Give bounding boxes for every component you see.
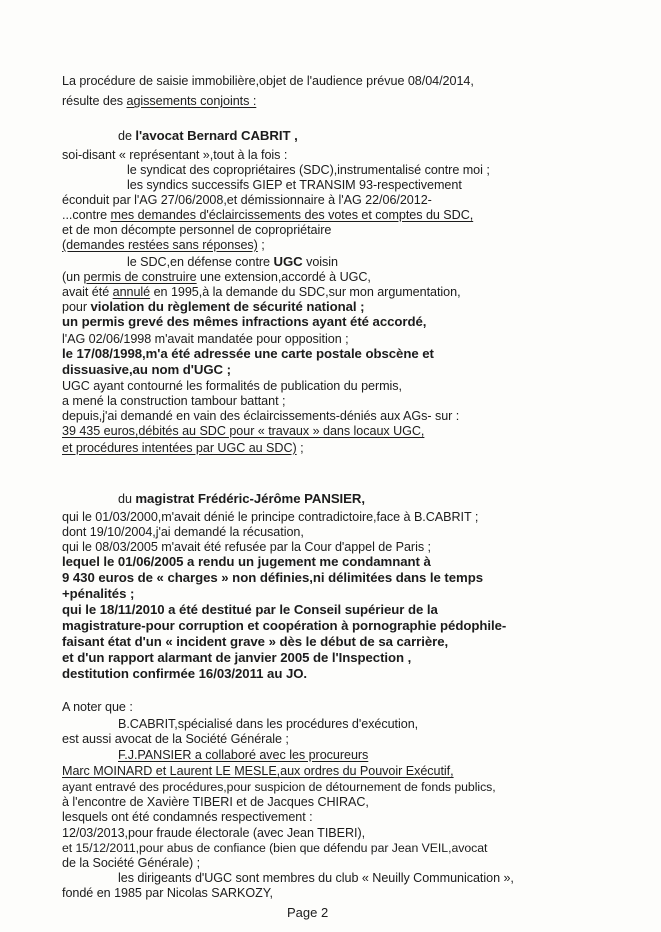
cabrit-heading: de l'avocat Bernard CABRIT , — [118, 128, 298, 143]
pansier-line: 9 430 euros de « charges » non définies,ni délimitées dans le temps — [62, 570, 484, 585]
cabrit-line: depuis,j'ai demandé en vain des éclaircissements-déniés aux AGs- sur : — [62, 409, 460, 423]
pansier-line: faisant état d'un « incident grave » dès le début de sa carrière, — [62, 634, 449, 649]
note-line: F.J.PANSIER a collaboré avec les procureurs — [118, 748, 369, 762]
pansier-line: qui le 01/03/2000,m'avait dénié le principe contradictoire,face à B.CABRIT ; — [62, 510, 479, 524]
note-line: fondé en 1985 par Nicolas SARKOZY, — [62, 886, 273, 900]
cabrit-line: l'AG 02/06/1998 m'avait mandatée pour opposition ; — [62, 332, 349, 346]
note-line: lesquels ont été condamnés respectivement : — [62, 810, 313, 824]
cabrit-line: (un permis de construire une extension,accordé à UGC, — [62, 270, 371, 284]
agissements-conjoints: agissements conjoints : — [126, 94, 257, 108]
cabrit-line: dissuasive,au nom d'UGC ; — [62, 362, 231, 377]
pansier-line: lequel le 01/06/2005 a rendu un jugement me condamnant à — [62, 554, 431, 569]
pansier-line: dont 19/10/2004,j'ai demandé la récusation, — [62, 525, 304, 539]
cabrit-line: pour violation du règlement de sécurité national ; — [62, 299, 365, 314]
cabrit-line: et procédures intentées par UGC au SDC) ; — [62, 441, 304, 455]
note-line: est aussi avocat de la Société Générale ; — [62, 732, 289, 746]
cabrit-line: a mené la construction tambour battant ; — [62, 394, 286, 408]
cabrit-line: le syndicat des copropriétaires (SDC),instrumentalisé contre moi ; — [127, 163, 490, 177]
cabrit-line: ...contre mes demandes d'éclaircissements des votes et comptes du SDC, — [62, 208, 474, 222]
cabrit-line: soi-disant « représentant »,tout à la fois : — [62, 148, 288, 162]
cabrit-line: les syndics successifs GIEP et TRANSIM 93-respectivement — [127, 178, 462, 192]
pansier-line: qui le 08/03/2005 m'avait été refusée par la Cour d'appel de Paris ; — [62, 540, 431, 554]
cabrit-line: éconduit par l'AG 27/06/2008,et démissionnaire à l'AG 22/06/2012- — [62, 193, 432, 207]
cabrit-line: avait été annulé en 1995,à la demande du SDC,sur mon argumentation, — [62, 285, 461, 299]
note-line: B.CABRIT,spécialisé dans les procédures d'exécution, — [118, 717, 419, 731]
pansier-line: +pénalités ; — [62, 586, 135, 601]
cabrit-line: (demandes restées sans réponses) ; — [62, 238, 265, 252]
note-line: 12/03/2013,pour fraude électorale (avec Jean TIBERI), — [62, 826, 366, 840]
note-line: Marc MOINARD et Laurent LE MESLE,aux ordres du Pouvoir Exécutif, — [62, 764, 454, 778]
cabrit-line: UGC ayant contourné les formalités de publication du permis, — [62, 379, 403, 393]
intro-line-2: résulte des agissements conjoints : — [62, 94, 257, 108]
cabrit-line: le SDC,en défense contre UGC voisin — [127, 254, 338, 269]
cabrit-line: 39 435 euros,débités au SDC pour « travaux » dans locaux UGC, — [62, 424, 425, 438]
page-number: Page 2 — [287, 905, 329, 920]
pansier-line: destitution confirmée 16/03/2011 au JO. — [62, 666, 308, 681]
note-line: à l'encontre de Xavière TIBERI et de Jacques CHIRAC, — [62, 795, 369, 809]
pansier-heading: du magistrat Frédéric-Jérôme PANSIER, — [118, 491, 366, 506]
note-line: A noter que : — [62, 700, 133, 714]
cabrit-line: le 17/08/1998,m'a été adressée une carte postale obscène et — [62, 346, 434, 361]
pansier-line: magistrature-pour corruption et coopération à pornographie pédophile- — [62, 618, 507, 633]
pansier-line: qui le 18/11/2010 a été destitué par le Conseil supérieur de la — [62, 602, 438, 617]
note-line: ayant entravé des procédures,pour suspicion de détournement de fonds publics, — [62, 780, 496, 794]
intro-line-1: La procédure de saisie immobilière,objet de l'audience prévue 08/04/2014, — [62, 74, 474, 88]
pansier-line: et d'un rapport alarmant de janvier 2005 de l'Inspection , — [62, 650, 412, 665]
cabrit-line: et de mon décompte personnel de copropriétaire — [62, 223, 332, 237]
cabrit-line: un permis grevé des mêmes infractions ayant été accordé, — [62, 314, 427, 329]
note-line: et 15/12/2011,pour abus de confiance (bien que défendu par Jean VEIL,avocat — [62, 841, 488, 855]
note-line: les dirigeants d'UGC sont membres du club « Neuilly Communication », — [118, 871, 514, 885]
note-line: de la Société Générale) ; — [62, 856, 201, 870]
